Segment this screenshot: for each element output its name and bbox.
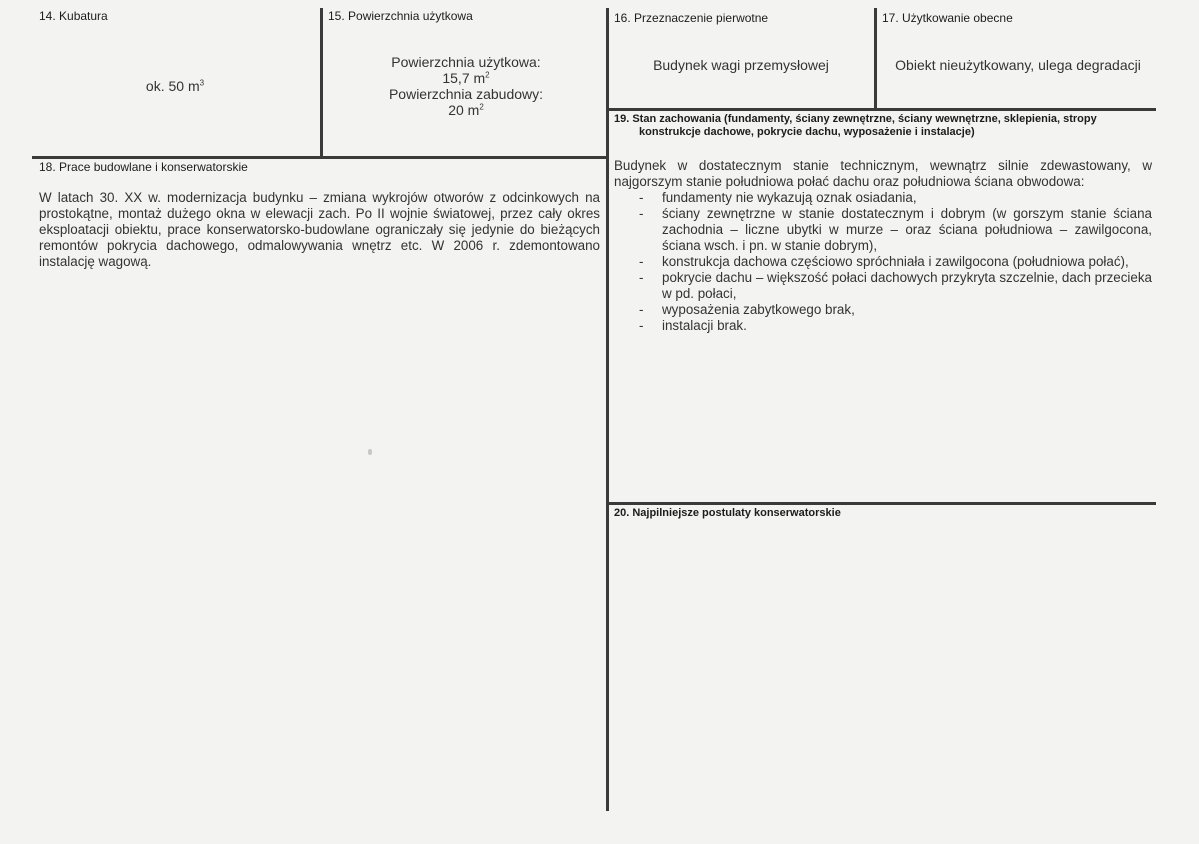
condition-item [614,318,1152,334]
field-17-value: Obiekt nieużytkowany, ulega degradacji [895,57,1141,73]
divider-16-17 [874,8,877,110]
built-area-caption: Powierzchnia zabudowy: [388,86,544,102]
field-19-label-line2: konstrukcje dachowe, pokrycie dachu, wyposażenie i instalacje) [639,126,975,138]
field-19-intro: Budynek w dostatecznym stanie technicznym, wewnątrz silnie zdewastowany, w najgorszym stanie południowa połać dachu oraz południowa ściana obwodowa: [614,158,1152,189]
field-18-label: 18. Prace budowlane i konserwatorskie [39,160,248,174]
line-above-19 [606,108,1156,111]
built-area-value: 20 m [448,102,480,118]
field-14-value [40,78,310,94]
divider-center [606,8,609,811]
field-16-label: 16. Przeznaczenie pierwotne [614,11,769,25]
usable-area-sup: 2 [485,70,490,80]
condition-item [614,206,1152,254]
condition-item-text: ściany zewnętrzne w stanie dostatecznym i dobrym (w gorszym stanie ściana zachodnia – liczne ubytki w murze – oraz ściana południowa – zawilgocona, ściana wsch. i pn. w stanie dobrym), [662,206,1152,253]
dash-bullet: - [639,190,644,205]
dash-bullet: - [639,206,644,221]
dash-bullet: - [639,270,644,285]
dash-bullet: - [639,302,644,317]
line-above-20 [606,502,1156,505]
field-15-label: 15. Powierzchnia użytkowa [328,9,473,23]
usable-area-value-row [330,70,602,86]
field-14-label: 14. Kubatura [39,9,108,23]
built-area-sup: 2 [479,102,484,112]
field-18-text: W latach 30. XX w. modernizacja budynku – zmiana wykrojów otworów z odcinkowych na prostokątne, montaż dużego okna w elewacji zach. Po II wojnie światowej, przez cały okres eksploatacji obiektu, prace konserwatorsko-budowlane ograniczały się jedynie do bieżących remontów pokrycia dachowego, odmalowywania wnętrz etc. W 2006 r. zdemontowano instalację wagową. [39,190,600,269]
volume-text: ok. 50 m [145,78,200,94]
scan-speck [368,449,372,455]
dash-bullet: - [639,254,644,269]
line-above-18 [32,156,609,159]
dash-bullet: - [639,318,644,333]
condition-item-text: pokrycie dachu – większość połaci dachowych przykryta szczelnie, dach przecieka w pd. połaci, [662,270,1152,301]
field-19-label-line1: 19. Stan zachowania (fundamenty, ściany zewnętrzne, ściany wewnętrzne, sklepienia, stropy [614,113,1097,125]
condition-item-text: konstrukcja dachowa częściowo spróchniała i zawilgocona (południowa połać), [662,254,1129,269]
condition-item-text: wyposażenia zabytkowego brak, [662,302,855,317]
volume-superscript: 3 [199,78,205,88]
condition-item-text: instalacji brak. [662,318,747,333]
condition-item [614,190,1152,206]
condition-item [614,270,1152,302]
condition-item-text: fundamenty nie wykazują oznak osiadania, [662,190,917,205]
field-17-label: 17. Użytkowanie obecne [882,11,1013,25]
usable-area-caption: Powierzchnia użytkowa: [391,54,541,70]
condition-item [614,254,1152,270]
condition-item [614,302,1152,318]
usable-area-value: 15,7 m [442,70,486,86]
field-16-value: Budynek wagi przemysłowej [653,57,829,73]
divider-14-15 [320,8,323,156]
field-15-values [330,54,602,118]
field-20-label: 20. Najpilniejsze postulaty konserwatorskie [614,507,841,519]
built-area-value-row [330,102,602,118]
condition-list [614,190,1152,334]
